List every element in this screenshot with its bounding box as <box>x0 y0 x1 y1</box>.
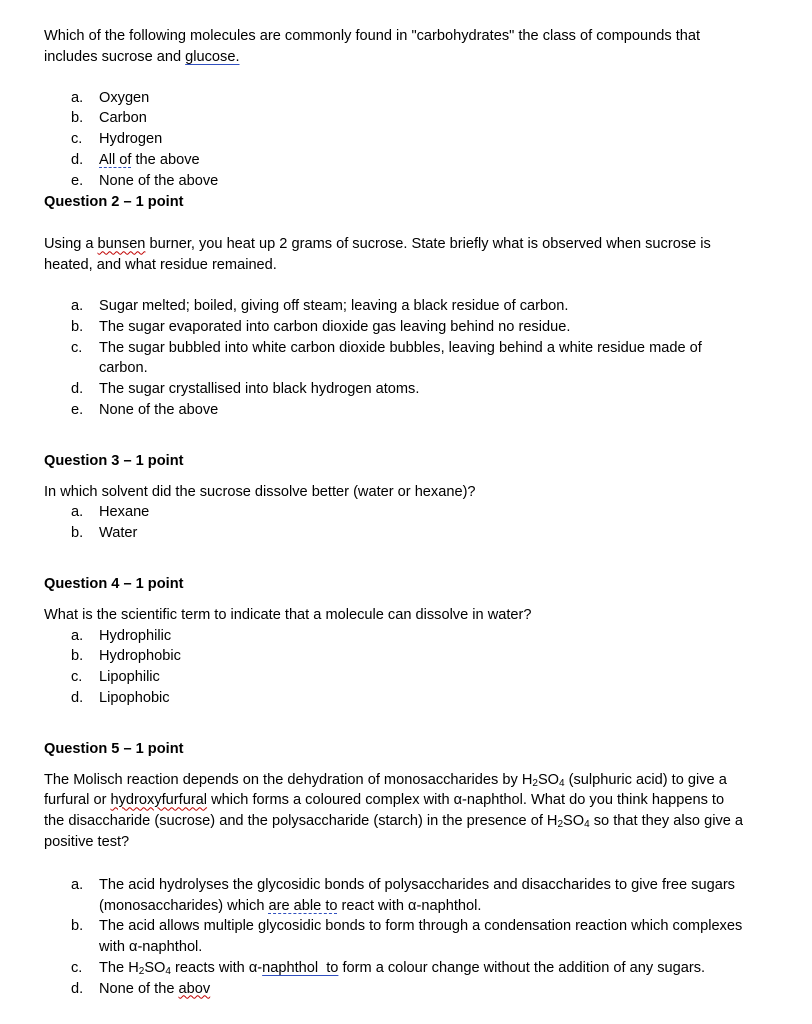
option-text: reacts with α- <box>170 959 263 976</box>
option-text: the above <box>131 151 200 168</box>
option-text: form a colour change without the addition of any sugars. <box>338 959 706 976</box>
q2-option-e[interactable] <box>44 400 744 421</box>
option-text-flagged: abov <box>178 980 211 997</box>
option-letter: e. <box>71 172 84 189</box>
subscript: 2 <box>557 819 564 831</box>
option-text: None of the above <box>99 172 219 189</box>
q4-option-c[interactable] <box>44 667 744 688</box>
option-letter: c. <box>71 959 83 976</box>
q5-text-part: which forms a coloured complex with α-naphthol. What do you think happens to the disaccharide (sucrose) and the polysaccharide (starch) in the presence of H <box>44 792 725 830</box>
subscript: 4 <box>584 819 590 831</box>
option-letter: a. <box>71 627 84 644</box>
option-letter: c. <box>71 339 83 356</box>
q1-options <box>44 88 744 192</box>
q5-option-a[interactable] <box>44 875 744 917</box>
q3-option-b[interactable] <box>44 523 744 544</box>
option-text: The sugar crystallised into black hydrogen atoms. <box>99 381 420 398</box>
option-text: The sugar evaporated into carbon dioxide gas leaving behind no residue. <box>99 318 571 335</box>
q2-option-d[interactable] <box>44 379 744 400</box>
q2-heading: Question 2 – 1 point <box>44 193 184 210</box>
option-letter: b. <box>71 525 84 542</box>
option-letter: b. <box>71 918 84 935</box>
option-text: The acid allows multiple glycosidic bonds to form through a condensation reaction which complexes with α-naphthol. <box>99 918 743 956</box>
q3-options <box>44 502 744 544</box>
q5-text-part: The Molisch reaction depends on the dehydration of monosaccharides by H <box>44 771 533 788</box>
document-page <box>44 26 744 999</box>
option-letter: b. <box>71 110 84 127</box>
q5-question-text <box>44 770 744 853</box>
q3-heading: Question 3 – 1 point <box>44 452 184 469</box>
option-letter: a. <box>71 876 84 893</box>
q2-option-c[interactable] <box>44 338 744 380</box>
option-text-flagged: naphthol to <box>262 959 339 976</box>
q4-options <box>44 626 744 709</box>
option-text: The sugar bubbled into white carbon dioxide bubbles, leaving behind a white residue made of carbon. <box>99 339 702 377</box>
option-letter: a. <box>71 504 84 521</box>
option-text: Lipophobic <box>99 689 170 706</box>
q1-option-b[interactable] <box>44 108 744 129</box>
option-text: The acid hydrolyses the glycosidic bonds of polysaccharides and disaccharides to give free sugars (monosaccharides) which <box>99 876 735 914</box>
q2-text-flagged: bunsen <box>97 236 146 253</box>
option-text: Hydrophobic <box>99 648 181 665</box>
option-text: None of the above <box>99 401 219 418</box>
option-letter: b. <box>71 648 84 665</box>
option-letter: b. <box>71 318 84 335</box>
q5-options <box>44 875 744 1000</box>
option-letter: c. <box>71 131 83 148</box>
q5-heading: Question 5 – 1 point <box>44 740 184 757</box>
option-letter: d. <box>71 381 84 398</box>
option-text: Hydrophilic <box>99 627 172 644</box>
q2-options <box>44 296 744 421</box>
q2-option-a[interactable] <box>44 296 744 317</box>
q1-text-start: Which of the following molecules are commonly found in "carbohydrates" the class of compounds that includes sucrose and <box>44 28 701 65</box>
q1-option-d[interactable] <box>44 150 744 171</box>
option-text: Sugar melted; boiled, giving off steam; leaving a black residue of carbon. <box>99 297 569 314</box>
option-text: Lipophilic <box>99 669 160 686</box>
q1-text-flagged: glucose. <box>185 48 240 65</box>
option-text: Hydrogen <box>99 131 163 148</box>
option-text: Carbon <box>99 110 147 127</box>
q5-text-part: so that they also give a positive test? <box>44 813 744 850</box>
subscript: 4 <box>165 965 171 977</box>
q5-option-d[interactable] <box>44 979 744 1000</box>
option-text: Oxygen <box>99 89 150 106</box>
option-text: react with α-naphthol. <box>337 897 482 914</box>
option-letter: d. <box>71 151 84 168</box>
subscript: 4 <box>559 777 565 789</box>
option-text-flagged: are able to <box>268 897 338 914</box>
option-text: The H <box>99 959 139 976</box>
q1-option-c[interactable] <box>44 129 744 150</box>
q4-option-d[interactable] <box>44 688 744 709</box>
q4-heading: Question 4 – 1 point <box>44 575 184 592</box>
q5-option-c[interactable] <box>44 958 744 979</box>
option-text: Hexane <box>99 504 150 521</box>
q5-text-part: SO <box>563 813 585 830</box>
q2-text-b: burner, you heat up 2 grams of sucrose. State briefly what is observed when sucrose is heated, and what residue remained. <box>44 236 711 274</box>
subscript: 2 <box>138 965 145 977</box>
q5-option-b[interactable] <box>44 916 744 958</box>
q2-option-b[interactable] <box>44 317 744 338</box>
option-letter: d. <box>71 689 84 706</box>
q2-question-text <box>44 234 744 276</box>
q5-text-part: (sulphuric acid) to give a furfural or <box>44 771 727 809</box>
q1-question-text <box>44 26 744 68</box>
q5-text-flagged: hydroxyfurfural <box>110 792 208 809</box>
q4-option-a[interactable] <box>44 626 744 647</box>
q4-question-text: What is the scientific term to indicate that a molecule can dissolve in water? <box>44 606 532 623</box>
q3-option-a[interactable] <box>44 502 744 523</box>
option-text: SO <box>144 959 166 976</box>
q1-option-a[interactable] <box>44 88 744 109</box>
q5-text-part: SO <box>537 771 560 788</box>
option-letter: d. <box>71 980 84 997</box>
q4-option-b[interactable] <box>44 646 744 667</box>
option-letter: a. <box>71 89 84 106</box>
option-text: None of the <box>99 980 179 997</box>
q1-option-e[interactable] <box>44 171 744 192</box>
q3-question-text: In which solvent did the sucrose dissolve better (water or hexane)? <box>44 483 476 500</box>
option-text: Water <box>99 525 138 542</box>
option-letter: e. <box>71 401 84 418</box>
option-letter: c. <box>71 669 83 686</box>
option-letter: a. <box>71 297 84 314</box>
q2-text-a: Using a <box>44 236 98 253</box>
option-text-flagged: All of <box>99 151 132 168</box>
subscript: 2 <box>532 777 538 789</box>
